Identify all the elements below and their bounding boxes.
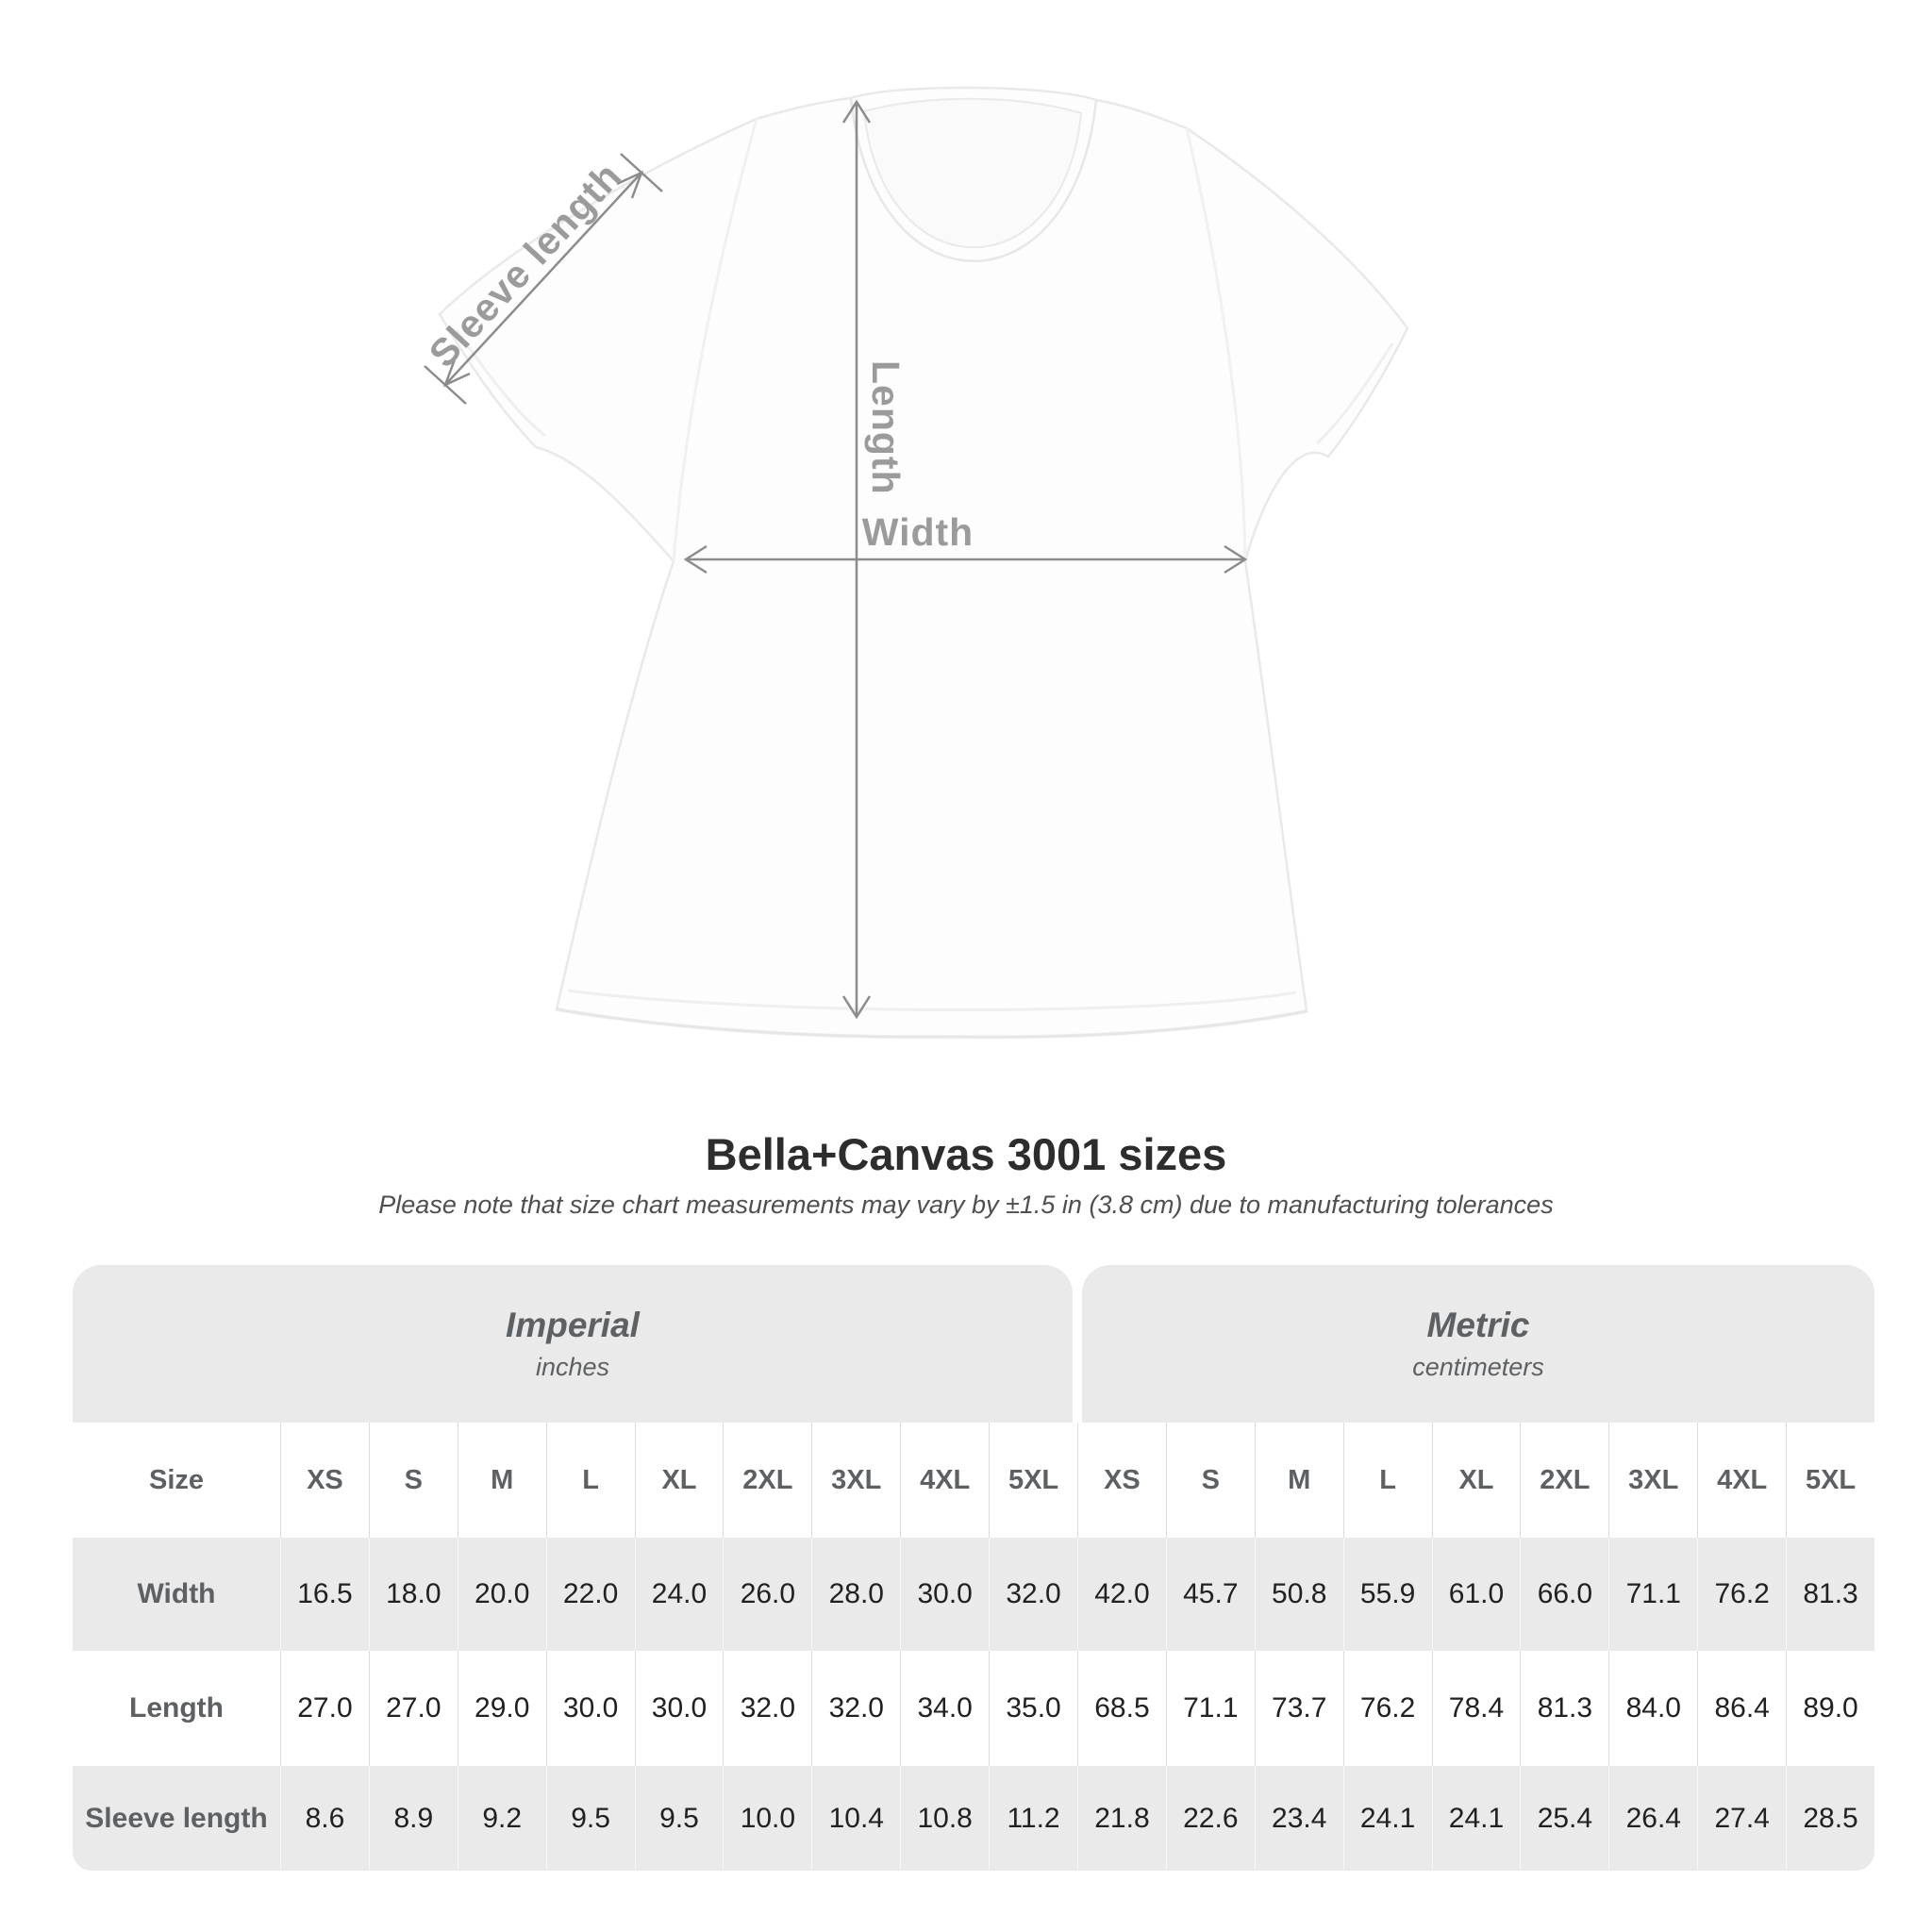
size-col-header: XS <box>1077 1423 1166 1538</box>
row-label: Sleeve length <box>85 1802 268 1834</box>
row-label: Length <box>129 1692 224 1724</box>
page-subtitle: Please note that size chart measurements may vary by ±1.5 in (3.8 cm) due to manufacturing tolerances <box>378 1191 1554 1219</box>
data-cell: 78.4 <box>1432 1651 1521 1766</box>
size-col-header: 2XL <box>1520 1423 1608 1538</box>
size-header-label: Size <box>148 1464 205 1495</box>
size-col-header: L <box>546 1423 635 1538</box>
data-cell: 28.0 <box>811 1538 900 1651</box>
size-col-header: XS <box>280 1423 369 1538</box>
data-cell: 9.2 <box>458 1766 546 1871</box>
data-cell: 25.4 <box>1520 1766 1608 1871</box>
data-cell: 84.0 <box>1608 1651 1697 1766</box>
data-cell: 10.4 <box>811 1766 900 1871</box>
data-cell: 24.0 <box>635 1538 724 1651</box>
unit-band-imperial <box>73 1265 1073 1423</box>
size-col-header: 3XL <box>811 1423 900 1538</box>
table-row-sleeve-length <box>73 1766 1874 1871</box>
data-cell: 68.5 <box>1077 1651 1166 1766</box>
size-col-header: XL <box>635 1423 724 1538</box>
data-cell: 35.0 <box>989 1651 1077 1766</box>
size-col-header: S <box>369 1423 458 1538</box>
unit-band-metric <box>1082 1265 1874 1423</box>
data-cell: 18.0 <box>369 1538 458 1651</box>
data-cell: 21.8 <box>1077 1766 1166 1871</box>
size-col-header: 3XL <box>1608 1423 1697 1538</box>
data-cell: 30.0 <box>546 1651 635 1766</box>
data-cell: 27.4 <box>1697 1766 1786 1871</box>
data-cell: 81.3 <box>1786 1538 1874 1651</box>
data-cell: 50.8 <box>1255 1538 1343 1651</box>
data-cell: 71.1 <box>1166 1651 1255 1766</box>
data-cell: 24.1 <box>1343 1766 1432 1871</box>
data-cell: 28.5 <box>1786 1766 1874 1871</box>
data-cell: 9.5 <box>635 1766 724 1871</box>
data-cell: 30.0 <box>900 1538 989 1651</box>
data-cell: 76.2 <box>1343 1651 1432 1766</box>
length-label: Length <box>864 360 908 495</box>
unit-subtitle: inches <box>535 1353 610 1381</box>
data-cell: 22.0 <box>546 1538 635 1651</box>
data-cell: 11.2 <box>989 1766 1077 1871</box>
row-label: Width <box>137 1578 216 1609</box>
data-cell: 16.5 <box>280 1538 369 1651</box>
data-cell: 32.0 <box>723 1651 811 1766</box>
size-col-header: 5XL <box>989 1423 1077 1538</box>
unit-name: Imperial <box>506 1306 640 1344</box>
size-col-header: 2XL <box>723 1423 811 1538</box>
size-header-row <box>73 1423 1874 1538</box>
size-col-header: M <box>1255 1423 1343 1538</box>
data-cell: 61.0 <box>1432 1538 1521 1651</box>
data-cell: 81.3 <box>1520 1651 1608 1766</box>
data-cell: 8.9 <box>369 1766 458 1871</box>
data-cell: 8.6 <box>280 1766 369 1871</box>
data-cell: 55.9 <box>1343 1538 1432 1651</box>
size-col-header: 5XL <box>1786 1423 1874 1538</box>
data-cell: 45.7 <box>1166 1538 1255 1651</box>
sleeve-length-label: Sleeve length <box>420 154 630 376</box>
data-cell: 86.4 <box>1697 1651 1786 1766</box>
extension-tick-lower <box>425 366 466 404</box>
size-col-header: M <box>458 1423 546 1538</box>
data-cell: 22.6 <box>1166 1766 1255 1871</box>
data-cell: 29.0 <box>458 1651 546 1766</box>
width-label: Width <box>861 510 974 554</box>
size-col-header: XL <box>1432 1423 1521 1538</box>
size-table <box>73 1265 1874 1871</box>
unit-name: Metric <box>1426 1306 1530 1344</box>
data-cell: 24.1 <box>1432 1766 1521 1871</box>
data-cell: 23.4 <box>1255 1766 1343 1871</box>
unit-subtitle: centimeters <box>1412 1353 1544 1381</box>
data-cell: 26.4 <box>1608 1766 1697 1871</box>
data-cell: 73.7 <box>1255 1651 1343 1766</box>
size-col-header: L <box>1343 1423 1432 1538</box>
data-cell: 89.0 <box>1786 1651 1874 1766</box>
page-title: Bella+Canvas 3001 sizes <box>705 1129 1227 1179</box>
data-cell: 26.0 <box>723 1538 811 1651</box>
data-cell: 10.8 <box>900 1766 989 1871</box>
data-cell: 32.0 <box>811 1651 900 1766</box>
data-cell: 71.1 <box>1608 1538 1697 1651</box>
data-cell: 27.0 <box>280 1651 369 1766</box>
data-cell: 76.2 <box>1697 1538 1786 1651</box>
size-col-header: 4XL <box>900 1423 989 1538</box>
data-cell: 20.0 <box>458 1538 546 1651</box>
data-cell: 30.0 <box>635 1651 724 1766</box>
data-cell: 9.5 <box>546 1766 635 1871</box>
data-cell: 42.0 <box>1077 1538 1166 1651</box>
size-col-header: S <box>1166 1423 1255 1538</box>
data-cell: 32.0 <box>989 1538 1077 1651</box>
data-cell: 34.0 <box>900 1651 989 1766</box>
unit-band-row <box>73 1265 1874 1423</box>
data-cell: 27.0 <box>369 1651 458 1766</box>
data-cell: 66.0 <box>1520 1538 1608 1651</box>
table-row-width <box>73 1538 1874 1651</box>
size-col-header: 4XL <box>1697 1423 1786 1538</box>
data-cell: 10.0 <box>723 1766 811 1871</box>
table-row-length <box>73 1651 1874 1766</box>
